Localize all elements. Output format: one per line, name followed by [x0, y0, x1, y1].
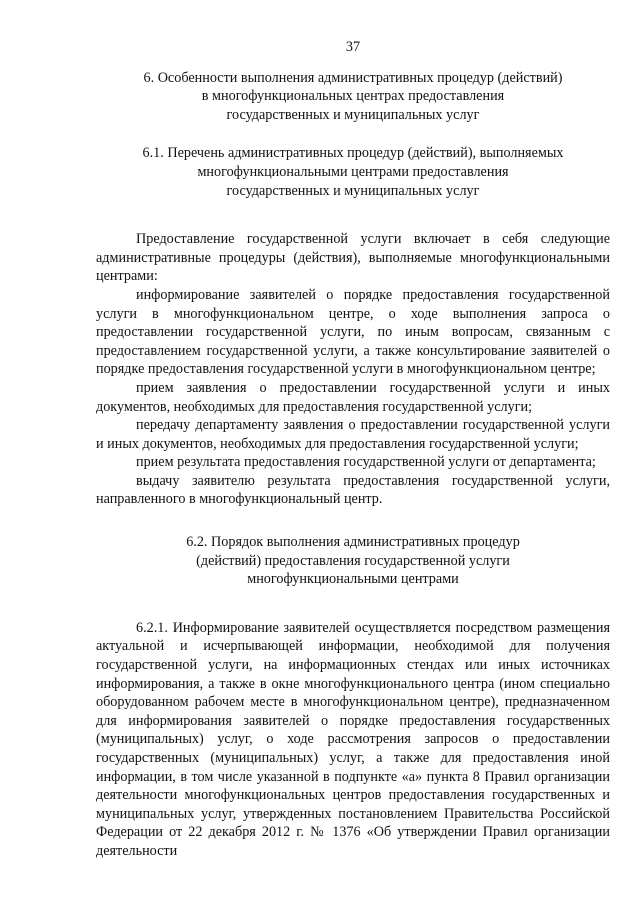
- section-6-1-heading-line: 6.1. Перечень административных процедур (действий), выполняемых: [142, 145, 564, 162]
- list-item-receiving-result: прием результата предоставления государственной услуги от департамента;: [136, 454, 596, 471]
- list-item-transfer-to-department: передачу департаменту заявления о предоставлении государственной услуги и иных документов, необходимых для предоставления государственной услуги;: [96, 417, 610, 452]
- paragraph-6-2-1: 6.2.1. Информирование заявителей осуществляется посредством размещения актуальной и исчерпывающей информации, необходимой для получения государственной услуги, на информационных стендах или иных источниках информирования, а также в окне многофункционального центра (ином специально оборудованном рабочем месте в многофункциональном центре), предназначенном для информирования заявителей о порядке предоставления государственных (муниципальных) услуг, о ходе рассмотрения запросов о предоставлении государственных (муниципальных) услуг, а также для предоставления иной информации, в том числе указанной в подпункте «а» пункта 8 Правил организации деятельности многофункциональных центров предоставления государственных и муниципальных услуг, утвержденных постановлением Правительства Российской Федерации от 22 декабря 2012 г. № 1376 «Об утверждении Правил организации деятельности: [96, 619, 610, 859]
- section-6-1-heading-line: государственных и муниципальных услуг: [226, 182, 480, 199]
- section-6-2-heading-line: 6.2. Порядок выполнения административных процедур: [186, 534, 520, 551]
- section-6-heading-line: государственных и муниципальных услуг: [226, 106, 480, 123]
- section-6-heading: [96, 69, 610, 125]
- section-6-1-heading-line: многофункциональными центрами предоставления: [197, 163, 509, 180]
- section-6-heading-line: 6. Особенности выполнения административных процедур (действий): [143, 69, 563, 86]
- intro-paragraph: Предоставление государственной услуги включает в себя следующие административные процедуры (действия), выполняемые многофункциональными центрами:: [96, 231, 610, 285]
- section-6-2-heading-line: (действий) предоставления государственной услуги: [196, 552, 510, 569]
- list-item-informing: информирование заявителей о порядке предоставления государственной услуги в многофункциональном центре, о ходе выполнения запроса о предоставлении государственной услуги, по иным вопросам, связанным с предоставлением государственной услуги, а также консультирование заявителей о порядке предоставления государственной услуги в многофункциональном центре;: [96, 286, 610, 378]
- section-6-1-heading: [96, 144, 610, 200]
- list-item-receiving-application: прием заявления о предоставлении государственной услуги и иных документов, необходимых для предоставления государственной услуги;: [96, 379, 610, 415]
- section-6-2-heading: [96, 533, 610, 589]
- section-6-2-heading-line: многофункциональными центрами: [247, 571, 459, 588]
- page-number: 37: [345, 39, 361, 55]
- list-item-issuing-result: выдачу заявителю результата предоставления государственной услуги, направленного в многофункциональный центр.: [96, 472, 610, 508]
- section-6-heading-line: в многофункциональных центрах предоставления: [201, 88, 505, 105]
